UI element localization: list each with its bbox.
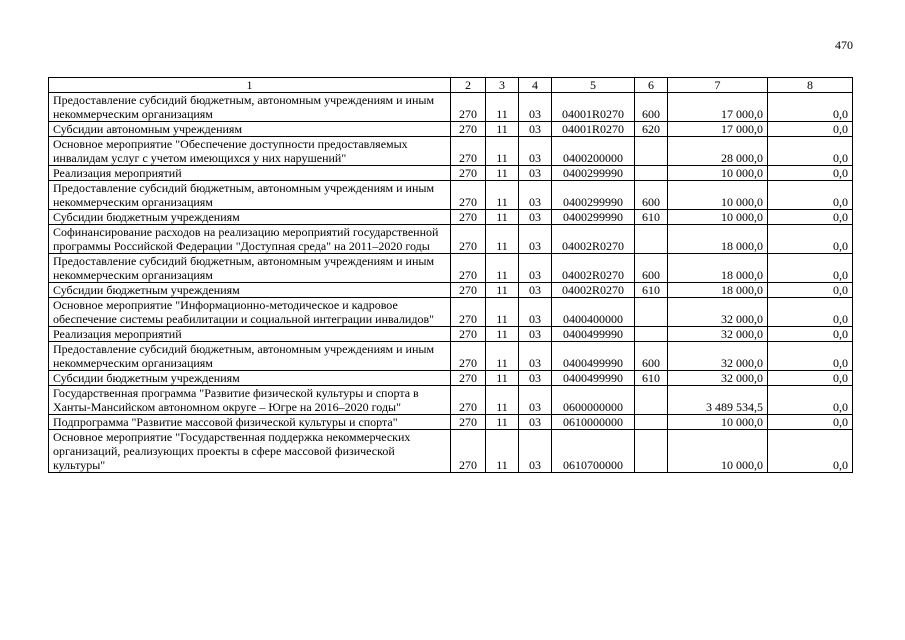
table-header-row <box>49 78 853 93</box>
row-extra-amount-cell: 0,0 <box>768 342 853 371</box>
row-amount-cell: 10 000,0 <box>668 166 768 181</box>
row-section-cell: 11 <box>486 122 519 137</box>
page-number: 470 <box>835 38 853 52</box>
row-extra-amount-cell: 0,0 <box>768 415 853 430</box>
row-section-cell: 11 <box>486 371 519 386</box>
row-target-cell: 0400299990 <box>552 210 635 225</box>
row-subsection-cell: 03 <box>519 415 552 430</box>
row-type-cell <box>635 430 668 473</box>
row-code-cell: 270 <box>451 166 486 181</box>
row-extra-amount-cell: 0,0 <box>768 93 853 122</box>
row-extra-amount-cell: 0,0 <box>768 386 853 415</box>
row-section-cell: 11 <box>486 166 519 181</box>
table-row <box>49 210 853 225</box>
row-section-cell: 11 <box>486 415 519 430</box>
row-section-cell: 11 <box>486 283 519 298</box>
row-code-cell: 270 <box>451 386 486 415</box>
row-type-cell: 620 <box>635 122 668 137</box>
row-subsection-cell: 03 <box>519 254 552 283</box>
row-name-cell: Предоставление субсидий бюджетным, автономным учреждениям и иным некоммерческим организациям <box>49 254 451 283</box>
row-name-cell: Основное мероприятие "Информационно-методическое и кадровое обеспечение системы реабилитации и социальной интеграции инвалидов" <box>49 298 451 327</box>
row-subsection-cell: 03 <box>519 386 552 415</box>
row-extra-amount-cell: 0,0 <box>768 430 853 473</box>
row-subsection-cell: 03 <box>519 327 552 342</box>
row-type-cell: 600 <box>635 181 668 210</box>
row-name-cell: Субсидии бюджетным учреждениям <box>49 371 451 386</box>
row-target-cell: 04002R0270 <box>552 225 635 254</box>
row-subsection-cell: 03 <box>519 166 552 181</box>
table-row <box>49 371 853 386</box>
row-code-cell: 270 <box>451 415 486 430</box>
row-amount-cell: 28 000,0 <box>668 137 768 166</box>
row-name-cell: Реализация мероприятий <box>49 327 451 342</box>
row-target-cell: 0400200000 <box>552 137 635 166</box>
row-amount-cell: 10 000,0 <box>668 181 768 210</box>
row-target-cell: 0600000000 <box>552 386 635 415</box>
row-target-cell: 04001R0270 <box>552 93 635 122</box>
row-type-cell: 600 <box>635 254 668 283</box>
header-col-1: 1 <box>49 78 451 93</box>
row-type-cell <box>635 166 668 181</box>
row-code-cell: 270 <box>451 225 486 254</box>
row-name-cell: Предоставление субсидий бюджетным, автономным учреждениям и иным некоммерческим организациям <box>49 93 451 122</box>
row-code-cell: 270 <box>451 254 486 283</box>
row-type-cell: 610 <box>635 210 668 225</box>
row-target-cell: 0610000000 <box>552 415 635 430</box>
row-section-cell: 11 <box>486 430 519 473</box>
table-row <box>49 137 853 166</box>
row-target-cell: 04002R0270 <box>552 254 635 283</box>
row-code-cell: 270 <box>451 298 486 327</box>
table-row <box>49 342 853 371</box>
row-target-cell: 0400499990 <box>552 371 635 386</box>
row-extra-amount-cell: 0,0 <box>768 122 853 137</box>
table-row <box>49 181 853 210</box>
row-extra-amount-cell: 0,0 <box>768 166 853 181</box>
table-row <box>49 430 853 473</box>
table-row <box>49 415 853 430</box>
row-amount-cell: 18 000,0 <box>668 225 768 254</box>
row-type-cell <box>635 327 668 342</box>
row-amount-cell: 3 489 534,5 <box>668 386 768 415</box>
row-code-cell: 270 <box>451 181 486 210</box>
row-name-cell: Государственная программа "Развитие физической культуры и спорта в Ханты-Мансийском автономном округе – Югре на 2016–2020 годы" <box>49 386 451 415</box>
header-col-8: 8 <box>768 78 853 93</box>
row-target-cell: 0400299990 <box>552 181 635 210</box>
header-col-4: 4 <box>519 78 552 93</box>
row-extra-amount-cell: 0,0 <box>768 371 853 386</box>
row-extra-amount-cell: 0,0 <box>768 225 853 254</box>
row-section-cell: 11 <box>486 327 519 342</box>
row-target-cell: 0610700000 <box>552 430 635 473</box>
row-name-cell: Реализация мероприятий <box>49 166 451 181</box>
row-subsection-cell: 03 <box>519 122 552 137</box>
row-amount-cell: 32 000,0 <box>668 371 768 386</box>
row-section-cell: 11 <box>486 254 519 283</box>
row-type-cell: 610 <box>635 283 668 298</box>
row-code-cell: 270 <box>451 210 486 225</box>
table-row <box>49 327 853 342</box>
row-code-cell: 270 <box>451 430 486 473</box>
row-type-cell <box>635 137 668 166</box>
row-extra-amount-cell: 0,0 <box>768 181 853 210</box>
row-name-cell: Предоставление субсидий бюджетным, автономным учреждениям и иным некоммерческим организациям <box>49 181 451 210</box>
table-row <box>49 283 853 298</box>
row-section-cell: 11 <box>486 298 519 327</box>
table-row <box>49 122 853 137</box>
row-target-cell: 0400299990 <box>552 166 635 181</box>
row-name-cell: Подпрограмма "Развитие массовой физической культуры и спорта" <box>49 415 451 430</box>
row-amount-cell: 10 000,0 <box>668 415 768 430</box>
table-row <box>49 298 853 327</box>
header-col-2: 2 <box>451 78 486 93</box>
row-section-cell: 11 <box>486 225 519 254</box>
row-target-cell: 04002R0270 <box>552 283 635 298</box>
budget-table <box>48 77 853 473</box>
row-section-cell: 11 <box>486 210 519 225</box>
table-row <box>49 225 853 254</box>
header-col-7: 7 <box>668 78 768 93</box>
header-col-6: 6 <box>635 78 668 93</box>
row-target-cell: 0400499990 <box>552 342 635 371</box>
row-type-cell: 610 <box>635 371 668 386</box>
row-subsection-cell: 03 <box>519 225 552 254</box>
row-amount-cell: 32 000,0 <box>668 327 768 342</box>
row-code-cell: 270 <box>451 327 486 342</box>
row-code-cell: 270 <box>451 283 486 298</box>
row-target-cell: 04001R0270 <box>552 122 635 137</box>
row-type-cell <box>635 298 668 327</box>
row-name-cell: Предоставление субсидий бюджетным, автономным учреждениям и иным некоммерческим организациям <box>49 342 451 371</box>
header-col-5: 5 <box>552 78 635 93</box>
table-row <box>49 386 853 415</box>
row-amount-cell: 32 000,0 <box>668 298 768 327</box>
row-code-cell: 270 <box>451 122 486 137</box>
row-extra-amount-cell: 0,0 <box>768 210 853 225</box>
row-code-cell: 270 <box>451 342 486 371</box>
row-code-cell: 270 <box>451 93 486 122</box>
row-type-cell <box>635 225 668 254</box>
row-type-cell: 600 <box>635 342 668 371</box>
row-type-cell: 600 <box>635 93 668 122</box>
row-section-cell: 11 <box>486 342 519 371</box>
row-extra-amount-cell: 0,0 <box>768 327 853 342</box>
row-extra-amount-cell: 0,0 <box>768 283 853 298</box>
row-amount-cell: 18 000,0 <box>668 283 768 298</box>
row-subsection-cell: 03 <box>519 210 552 225</box>
row-subsection-cell: 03 <box>519 371 552 386</box>
table-row <box>49 166 853 181</box>
row-target-cell: 0400499990 <box>552 327 635 342</box>
row-amount-cell: 10 000,0 <box>668 210 768 225</box>
row-section-cell: 11 <box>486 93 519 122</box>
row-target-cell: 0400400000 <box>552 298 635 327</box>
row-subsection-cell: 03 <box>519 137 552 166</box>
row-extra-amount-cell: 0,0 <box>768 298 853 327</box>
header-col-3: 3 <box>486 78 519 93</box>
row-amount-cell: 17 000,0 <box>668 122 768 137</box>
row-subsection-cell: 03 <box>519 181 552 210</box>
row-code-cell: 270 <box>451 137 486 166</box>
table-row <box>49 254 853 283</box>
row-extra-amount-cell: 0,0 <box>768 254 853 283</box>
row-type-cell <box>635 415 668 430</box>
row-subsection-cell: 03 <box>519 342 552 371</box>
row-name-cell: Субсидии бюджетным учреждениям <box>49 210 451 225</box>
row-name-cell: Софинансирование расходов на реализацию мероприятий государственной программы Российской Федерации "Доступная среда" на 2011–2020 годы <box>49 225 451 254</box>
row-subsection-cell: 03 <box>519 430 552 473</box>
row-name-cell: Субсидии бюджетным учреждениям <box>49 283 451 298</box>
row-name-cell: Основное мероприятие "Обеспечение доступности предоставляемых инвалидам услуг с учетом имеющихся у них нарушений" <box>49 137 451 166</box>
row-name-cell: Субсидии автономным учреждениям <box>49 122 451 137</box>
row-code-cell: 270 <box>451 371 486 386</box>
row-amount-cell: 10 000,0 <box>668 430 768 473</box>
row-section-cell: 11 <box>486 181 519 210</box>
row-amount-cell: 32 000,0 <box>668 342 768 371</box>
row-type-cell <box>635 386 668 415</box>
table-row <box>49 93 853 122</box>
row-subsection-cell: 03 <box>519 298 552 327</box>
row-amount-cell: 17 000,0 <box>668 93 768 122</box>
table-body <box>49 93 853 473</box>
row-subsection-cell: 03 <box>519 93 552 122</box>
row-section-cell: 11 <box>486 137 519 166</box>
row-subsection-cell: 03 <box>519 283 552 298</box>
row-name-cell: Основное мероприятие "Государственная поддержка некоммерческих организаций, реализующих проекты в сфере массовой физической культуры" <box>49 430 451 473</box>
row-section-cell: 11 <box>486 386 519 415</box>
row-extra-amount-cell: 0,0 <box>768 137 853 166</box>
row-amount-cell: 18 000,0 <box>668 254 768 283</box>
